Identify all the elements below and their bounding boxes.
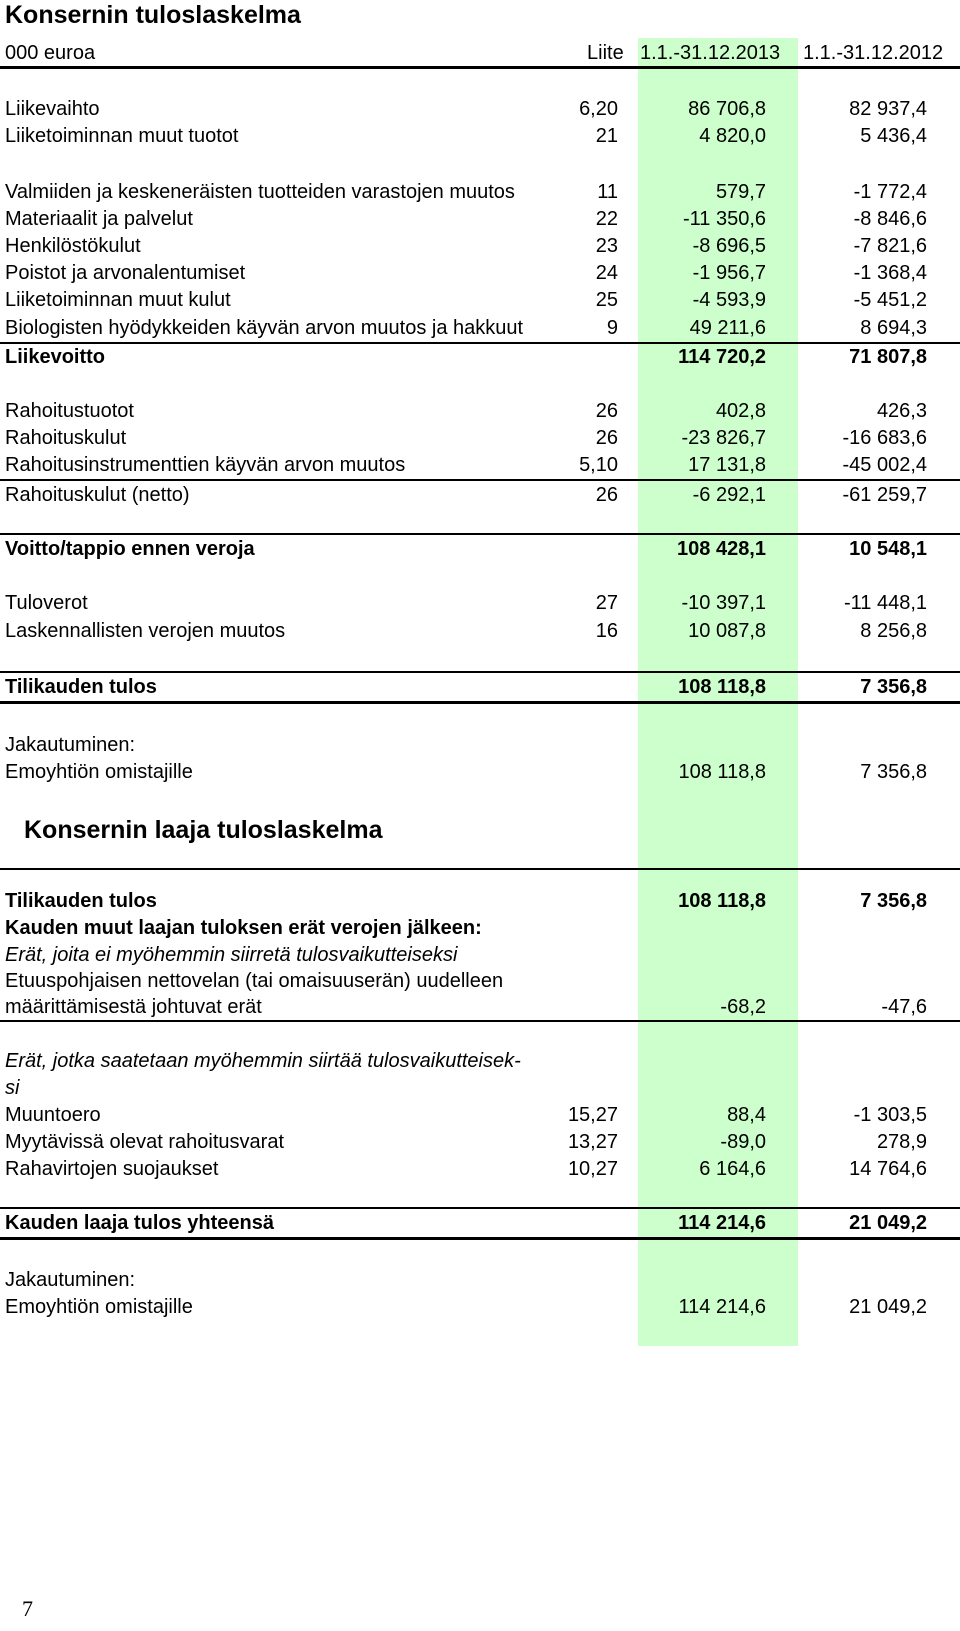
table-row: Materiaalit ja palvelut 22 -11 350,6 -8 846,6 — [5, 208, 927, 230]
page-title: Konsernin tuloslaskelma — [5, 1, 301, 29]
table-row: Poistot ja arvonalentumiset 24 -1 956,7 -1 368,4 — [5, 262, 927, 284]
table-row: Etuuspohjaisen nettovelan (tai omaisuuserän) uudelleen — [5, 970, 504, 992]
row-rule — [0, 868, 960, 870]
table-row: Rahoitusinstrumenttien käyvän arvon muutos 5,10 17 131,8 -45 002,4 — [5, 454, 927, 476]
row-rule — [0, 1207, 960, 1209]
section-title: Konsernin laaja tuloslaskelma — [24, 816, 383, 844]
table-row: Rahoituskulut 26 -23 826,7 -16 683,6 — [5, 427, 927, 449]
table-row: Erät, joita ei myöhemmin siirretä tulosvaikutteiseksi — [5, 944, 458, 966]
table-row: Kauden muut laajan tuloksen erät verojen jälkeen: — [5, 917, 482, 939]
row-rule — [0, 1020, 960, 1022]
table-row: Biologisten hyödykkeiden käyvän arvon muutos ja hakkuut 9 49 211,6 8 694,3 — [5, 317, 927, 339]
row-rule — [0, 533, 960, 535]
total-row: Kauden laaja tulos yhteensä 114 214,6 21 049,2 — [5, 1212, 927, 1234]
row-rule — [0, 479, 960, 481]
note-header: Liite — [587, 42, 624, 64]
table-row: Erät, jotka saatetaan myöhemmin siirtää tulosvaikutteisek- — [5, 1050, 521, 1072]
total-row: Tilikauden tulos 108 118,8 7 356,8 — [5, 676, 927, 698]
page-number: 7 — [22, 1596, 33, 1621]
total-double-rule — [0, 701, 960, 704]
total-row: Liikevoitto 114 720,2 71 807,8 — [5, 346, 927, 368]
table-row: Laskennallisten verojen muutos 16 10 087,8 8 256,8 — [5, 620, 927, 642]
table-row: Rahavirtojen suojaukset 10,27 6 164,6 14 764,6 — [5, 1158, 927, 1180]
total-row: Tilikauden tulos 108 118,8 7 356,8 — [5, 890, 927, 912]
table-row: Jakautuminen: — [5, 734, 136, 756]
table-row: Henkilöstökulut 23 -8 696,5 -7 821,6 — [5, 235, 927, 257]
table-row: Myytävissä olevat rahoitusvarat 13,27 -89,0 278,9 — [5, 1131, 927, 1153]
table-row: Liiketoiminnan muut kulut 25 -4 593,9 -5 451,2 — [5, 289, 927, 311]
table-row: Tuloverot 27 -10 397,1 -11 448,1 — [5, 592, 927, 614]
total-double-rule — [0, 1237, 960, 1240]
table-row: Valmiiden ja keskeneräisten tuotteiden varastojen muutos 11 579,7 -1 772,4 — [5, 181, 927, 203]
table-row: si — [5, 1077, 20, 1099]
table-row: Liikevaihto 6,20 86 706,8 82 937,4 — [5, 98, 927, 120]
header-rule — [0, 66, 960, 69]
unit-header: 000 euroa — [5, 42, 96, 64]
total-row: Voitto/tappio ennen veroja 108 428,1 10 548,1 — [5, 538, 927, 560]
period-2013-header: 1.1.-31.12.2013 — [640, 42, 781, 64]
table-row: Rahoitustuotot 26 402,8 426,3 — [5, 400, 927, 422]
subtotal-row: Rahoituskulut (netto) 26 -6 292,1 -61 259,7 — [5, 484, 927, 506]
period-2012-header: 1.1.-31.12.2012 — [803, 42, 944, 64]
table-row: Emoyhtiön omistajille 114 214,6 21 049,2 — [5, 1296, 927, 1318]
row-rule — [0, 671, 960, 673]
table-row: määrittämisestä johtuvat erät -68,2 -47,6 — [5, 996, 927, 1018]
table-row: Jakautuminen: — [5, 1269, 136, 1291]
table-row: Liiketoiminnan muut tuotot 21 4 820,0 5 436,4 — [5, 125, 927, 147]
table-row: Emoyhtiön omistajille 108 118,8 7 356,8 — [5, 761, 927, 783]
table-row: Muuntoero 15,27 88,4 -1 303,5 — [5, 1104, 927, 1126]
